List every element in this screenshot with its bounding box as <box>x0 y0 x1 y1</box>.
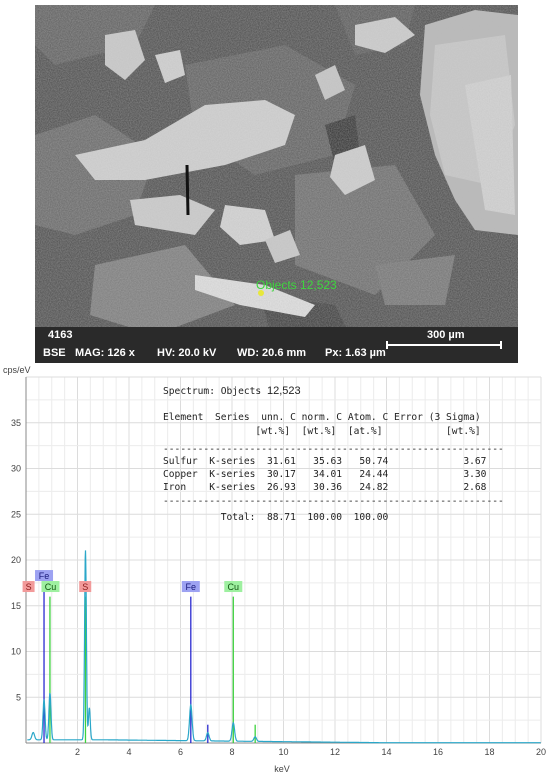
y-tick-label: 25 <box>10 509 21 520</box>
x-tick-label: 6 <box>177 747 184 757</box>
table-divider-bottom: ----------------------------------------------------------- <box>163 496 504 507</box>
table-title <box>163 385 301 397</box>
peak-labels <box>23 570 243 592</box>
x-tick-label: 2 <box>74 747 81 757</box>
peak-label-text: Cu <box>44 582 57 593</box>
working-distance-label: WD: 20.6 mm <box>237 347 307 359</box>
voltage-label: HV: 20.0 kV <box>157 347 217 359</box>
x-tick-label: 16 <box>432 747 444 757</box>
table-title-prefix: Spectrum: Objects <box>163 386 262 397</box>
peak-label-fe <box>35 570 53 581</box>
y-tick-label: 20 <box>10 555 21 565</box>
y-tick-label: 5 <box>15 692 21 703</box>
x-axis-label: keV <box>274 764 290 774</box>
object-label: Objects 12,523 <box>256 278 337 292</box>
table-total-row: Total: 88.71 100.00 100.00 <box>163 512 389 523</box>
peak-label-text: Fe <box>185 582 197 593</box>
x-tick-label: 20 <box>535 747 547 757</box>
magnification-label: MAG: 126 x <box>75 347 135 359</box>
table-row: Copper K-series 30.17 34.01 24.44 3.30 <box>163 469 487 480</box>
peak-label-fe <box>182 581 200 592</box>
y-tick-label: 30 <box>10 463 21 474</box>
x-tick-label: 12 <box>329 747 341 757</box>
x-tick-label: 4 <box>126 747 132 757</box>
peak-label-text: S <box>25 582 32 593</box>
peak-label-cu <box>41 581 59 592</box>
y-tick-label: 15 <box>10 600 21 611</box>
y-axis-label: cps/eV <box>3 365 31 375</box>
x-tick-label: 8 <box>229 747 235 757</box>
peak-label-s <box>79 581 91 592</box>
sem-micrograph <box>35 5 518 363</box>
pixel-size-label: Px: 1.63 µm <box>325 347 386 359</box>
results-table <box>163 385 504 523</box>
scale-bar-label: 300 µm <box>427 329 465 341</box>
y-tick-label: 10 <box>10 646 21 657</box>
table-header-row-1: Element Series unn. C norm. C Atom. C Error (3 Sigma) <box>163 412 481 423</box>
x-tick-label: 18 <box>484 747 495 757</box>
peak-label-text: Fe <box>38 571 50 582</box>
sample-id-label: 4163 <box>48 329 73 341</box>
detector-label: BSE <box>43 347 66 359</box>
micrograph-image <box>35 5 518 363</box>
peak-label-text: Cu <box>227 582 240 593</box>
peak-label-cu <box>224 581 242 592</box>
table-header-row-2: [wt.%] [wt.%] [at.%] [wt.%] <box>163 426 481 437</box>
y-tick-label: 35 <box>10 417 21 428</box>
table-row: Iron K-series 26.93 30.36 24.82 2.68 <box>163 482 487 493</box>
x-tick-label: 14 <box>381 747 392 757</box>
peak-label-s <box>23 581 35 592</box>
table-divider-top: ----------------------------------------------------------- <box>163 444 504 455</box>
table-row: Sulfur K-series 31.61 35.63 50.74 3.67 <box>163 456 487 467</box>
eds-spectrum-chart <box>0 363 550 775</box>
table-title-value: 12,523 <box>266 385 301 397</box>
peak-label-text: S <box>82 582 89 593</box>
x-tick-label: 10 <box>278 747 289 757</box>
